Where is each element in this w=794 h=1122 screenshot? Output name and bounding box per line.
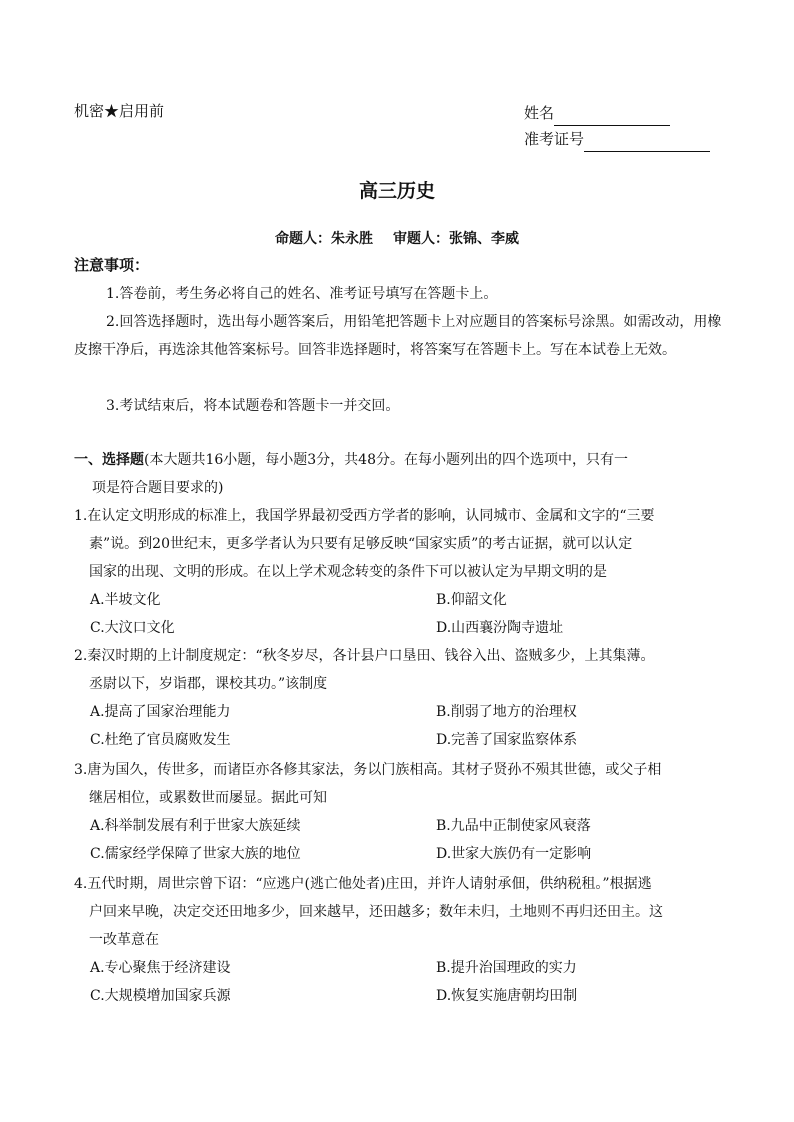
reviewer: 审题人：张锦、李威 [393,231,519,247]
exam-id-row [524,126,710,152]
question-4 [74,870,724,954]
option-b[interactable]: B.九品中正制使家风衰落 [436,818,591,834]
name-row [524,100,710,126]
question-stem: 4.五代时期，周世宗曾下诏：“应逃户(逃亡他处者)庄田，并许人请射承佃，供纳税租。”根据逃 [74,876,652,892]
student-info [524,100,710,152]
option-a[interactable]: A.半坡文化 [90,592,161,608]
option-c[interactable]: C.杜绝了官员腐败发生 [90,732,231,748]
question-stem: 一改革意在 [89,932,159,948]
question-stem: 户回来早晚，决定交还田地多少，回来越早，还田越多；数年未归，土地则不再归还田主。这 [89,904,663,920]
confidential-label: 机密★启用前 [74,102,165,120]
section-header [74,446,724,502]
options-row [90,982,730,1010]
question-stem: 素”说。到20世纪末，更多学者认为只要有足够反映“国家实质”的考古证据，就可以认定 [89,536,633,552]
option-c[interactable]: C.儒家经学保障了世家大族的地位 [90,846,301,862]
notice-item-3: 3.考试结束后，将本试题卷和答题卡一并交回。 [106,398,400,414]
section-desc: (本大题共16小题，每小题3分，共48分。在每小题列出的四个选项中，只有一 [144,452,628,468]
options-row [90,614,730,642]
question-stem: 3.唐为国久，传世多，而诸臣亦各修其家法，务以门族相高。其材子贤孙不殒其世德，或父子相 [74,762,662,778]
authors-line [0,228,794,248]
page-title: 高三历史 [358,180,435,202]
question-3 [74,756,724,812]
name-field[interactable] [554,107,670,126]
question-2 [74,642,724,698]
option-b[interactable]: B.仰韶文化 [436,592,507,608]
name-label: 姓名 [524,104,555,122]
option-d[interactable]: D.山西襄汾陶寺遗址 [436,620,564,636]
setter: 命题人：朱永胜 [275,231,373,247]
option-b[interactable]: B.提升治国理政的实力 [436,960,577,976]
exam-id-label: 准考证号 [524,130,585,148]
question-stem: 继居相位，或累数世而屡显。据此可知 [89,790,327,806]
notice-heading: 注意事项： [74,256,150,274]
exam-id-field[interactable] [584,133,710,152]
section-desc-cont: 项是符合题目要求的) [92,480,224,496]
option-a[interactable]: A.提高了国家治理能力 [90,704,231,720]
question-stem: 2.秦汉时期的上计制度规定：“秋冬岁尽，各计县户口垦田、钱谷入出、盗贼多少，上其集薄。 [74,648,655,664]
option-d[interactable]: D.恢复实施唐朝均田制 [436,988,578,1004]
option-a[interactable]: A.科举制发展有利于世家大族延续 [90,818,301,834]
notice-item-2: 2.回答选择题时，选出每小题答案后，用铅笔把答题卡上对应题目的答案标号涂黑。如需改动，用橡皮擦干净后，再选涂其他答案标号。回答非选择题时，将答案写在答题卡上。写在本试卷上无效。 [74,314,722,358]
section-title: 一、选择题 [74,452,144,468]
notice-item-1: 1.答卷前，考生务必将自己的姓名、准考证号填写在答题卡上。 [106,286,498,302]
question-1 [74,502,724,586]
options-row [90,698,730,726]
option-d[interactable]: D.完善了国家监察体系 [436,732,578,748]
option-c[interactable]: C.大汶口文化 [90,620,175,636]
options-row [90,840,730,868]
options-row [90,586,730,614]
options-row [90,726,730,754]
question-stem: 国家的出现、文明的形成。在以上学术观念转变的条件下可以被认定为早期文明的是 [89,564,607,580]
question-stem: 1.在认定文明形成的标准上，我国学界最初受西方学者的影响，认同城市、金属和文字的“三要 [74,508,655,524]
question-stem: 丞尉以下，岁诣郡，课校其功。”该制度 [89,676,328,692]
options-row [90,954,730,982]
option-c[interactable]: C.大规模增加国家兵源 [90,988,231,1004]
option-a[interactable]: A.专心聚焦于经济建设 [90,960,231,976]
option-b[interactable]: B.削弱了地方的治理权 [436,704,577,720]
option-d[interactable]: D.世家大族仍有一定影响 [436,846,592,862]
options-row [90,812,730,840]
